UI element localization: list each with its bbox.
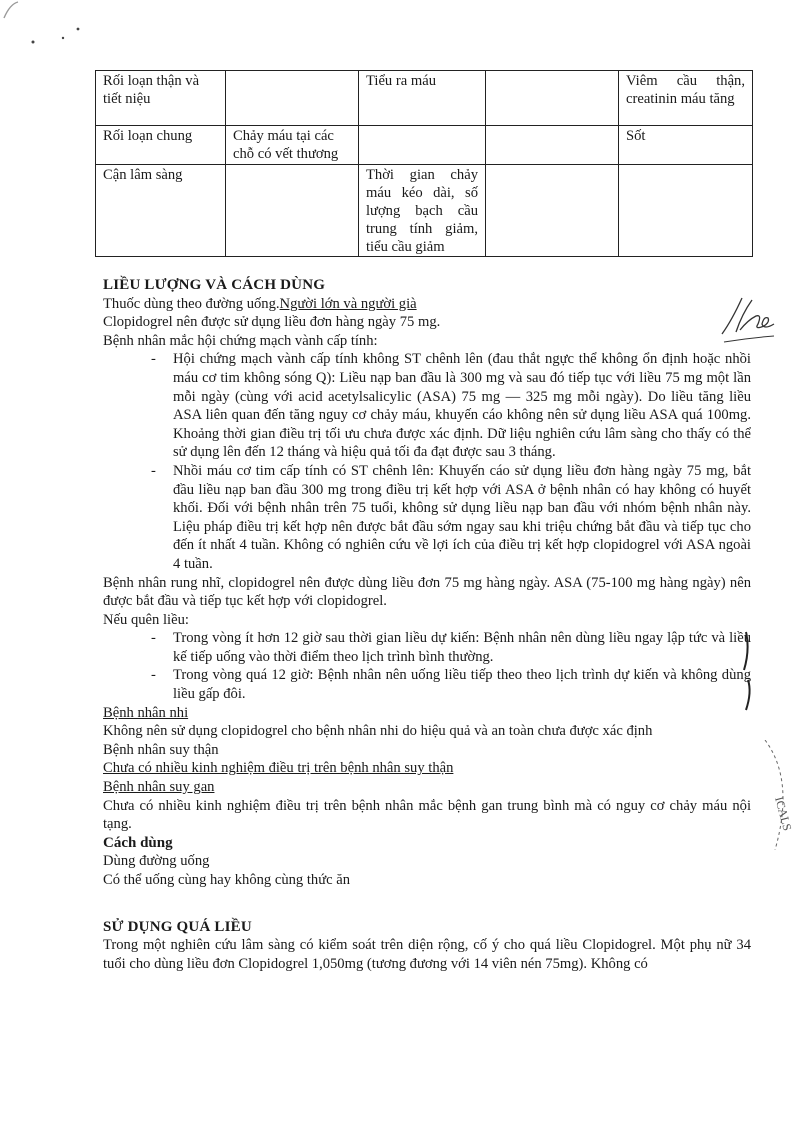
dosage-section bbox=[103, 276, 751, 973]
dosage-heading: LIỀU LƯỢNG VÀ CÁCH DÙNG bbox=[103, 277, 326, 293]
table-cell bbox=[96, 126, 226, 165]
af-paragraph: Bệnh nhân rung nhĩ, clopidogrel nên được dùng liều đơn 75 mg hàng ngày. ASA (75-100 mg hàng ngày) nên được bắt đầu và tiếp tục kết hợp với clopidogrel. bbox=[103, 574, 751, 610]
table-cell bbox=[359, 126, 486, 165]
table-cell bbox=[619, 126, 753, 165]
hepatic-text: Chưa có nhiều kinh nghiệm điều trị trên bệnh nhân mắc bệnh gan trung bình mà có nguy cơ chảy máu nội tạng. bbox=[103, 797, 751, 833]
cell-text: Tiểu ra máu bbox=[366, 73, 436, 89]
cell-text: Thời gian chảy máu kéo dài, số lượng bạch cầu trung tính giảm, tiểu cầu giảm bbox=[366, 167, 478, 255]
signature-mark bbox=[718, 290, 778, 350]
list-item bbox=[151, 462, 751, 574]
table-cell bbox=[359, 165, 486, 257]
route-text: Thuốc dùng theo đường uống. bbox=[103, 295, 280, 312]
row-label: Rối loạn thận và tiết niệu bbox=[103, 73, 200, 107]
renal-text: Chưa có nhiều kinh nghiệm điều trị trên bệnh nhân suy thận bbox=[103, 760, 454, 777]
renal-heading: Bệnh nhân suy thận bbox=[103, 741, 219, 758]
list-item-text: Trong vòng quá 12 giờ: Bệnh nhân nên uống liều tiếp theo theo lịch trình dự kiến và không dùng liều gấp đôi. bbox=[173, 667, 751, 703]
daily-dose-line: Clopidogrel nên được sử dụng liều đơn hàng ngày 75 mg. bbox=[103, 314, 441, 331]
pediatric-heading: Bệnh nhân nhi bbox=[103, 704, 189, 721]
table-cell bbox=[619, 71, 753, 126]
list-item-text: Hội chứng mạch vành cấp tính không ST chênh lên (đau thắt ngực thể không ổn định hoặc nhồi máu cơ tim không sóng Q): Liều nạp ban đầu là 300 mg và sau đó tiếp tục với liều 75 mg một lần mỗi ngày (cùng với acid acetylsalicylic (ASA) 75 mg — 325 mg mỗi ngày). Do liều tăng liều ASA liên quan đến tăng nguy cơ chảy máu, khuyến cáo không nên sử dụng liều ASA quá 100mg. Khoảng thời gian điều trị tối ưu chưa được xác định. Dữ liệu nghiên cứu lâm sàng cho thấy có thể sử dụng lên đến 12 tháng và hiệu quả tối đa đạt được sau 3 tháng. bbox=[173, 351, 751, 461]
administration-line: Dùng đường uống bbox=[103, 853, 210, 870]
overdose-text: Trong một nghiên cứu lâm sàng có kiểm soát trên diện rộng, cố ý cho quá liều Clopidogrel. Một phụ nữ 34 tuổi cho dùng liều đơn Clopidogrel 1,050mg (tương đương với 14 viên nén 75mg). Không có bbox=[103, 937, 751, 972]
row-label: Rối loạn chung bbox=[103, 128, 193, 144]
table-cell bbox=[226, 165, 359, 257]
section-gap bbox=[103, 890, 751, 918]
table-cell bbox=[486, 126, 619, 165]
dash-bullet: - bbox=[151, 351, 156, 368]
list-item bbox=[151, 350, 751, 462]
administration-line: Có thể uống cùng hay không cùng thức ăn bbox=[103, 872, 351, 888]
scan-edge-mark bbox=[734, 630, 754, 720]
table-row bbox=[96, 126, 753, 165]
pediatric-text: Không nên sử dụng clopidogrel cho bệnh nhân nhi do hiệu quả và an toàn chưa được xác định bbox=[103, 723, 653, 740]
adults-elderly-subheading: Người lớn và người già bbox=[279, 295, 417, 312]
table-cell bbox=[486, 165, 619, 257]
acs-list bbox=[103, 350, 751, 573]
list-item bbox=[151, 629, 751, 666]
stamp-fragment bbox=[755, 740, 800, 850]
missed-dose-intro: Nếu quên liều: bbox=[103, 611, 189, 628]
scan-speck-decoration bbox=[0, 0, 90, 45]
table-row bbox=[96, 165, 753, 257]
table-cell bbox=[619, 165, 753, 257]
list-item bbox=[151, 666, 751, 703]
list-item-text: Trong vòng ít hơn 12 giờ sau thời gian liều dự kiến: Bệnh nhân nên dùng liều ngay lập tức và liều kế tiếp uống vào thời điểm theo lịch trình bình thường. bbox=[173, 630, 751, 665]
svg-text:ICALS: ICALS bbox=[772, 795, 795, 833]
table-cell bbox=[486, 71, 619, 126]
table-cell bbox=[96, 71, 226, 126]
acs-intro: Bệnh nhân mắc hội chứng mạch vành cấp tính: bbox=[103, 332, 378, 349]
dash-bullet: - bbox=[151, 462, 156, 479]
missed-dose-list bbox=[103, 629, 751, 703]
table-row bbox=[96, 71, 753, 126]
dash-bullet: - bbox=[151, 630, 156, 647]
adverse-effects-table bbox=[95, 70, 753, 257]
cell-text: Sốt bbox=[626, 128, 646, 144]
list-item-text: Nhồi máu cơ tim cấp tính có ST chênh lên: Khuyến cáo sử dụng liều đơn hàng ngày 75 mg, bắt đầu liều nạp ban đầu 300 mg trong điều trị kết hợp với ASA ở bệnh nhân có hay không có huyết khối. Đối với bệnh nhân trên 75 tuổi, không sử dụng liều nạp ban đầu với nhóm bệnh nhân này. Liệu pháp điều trị kết hợp nên được bắt đầu sớm ngay sau khi triệu chứng bắt đầu và tiếp tục cho đến ít nhất 4 tuần. Không có nghiên cứu về lợi ích của điều trị kết hợp clopidogrel với ASA ngoài 4 tuần. bbox=[173, 462, 751, 572]
dash-bullet: - bbox=[151, 667, 156, 684]
route-line bbox=[103, 295, 751, 314]
cell-text: Chảy máu tại các chỗ có vết thương bbox=[233, 128, 339, 162]
table-cell bbox=[359, 71, 486, 126]
hepatic-heading: Bệnh nhân suy gan bbox=[103, 779, 215, 796]
table-cell bbox=[226, 126, 359, 165]
administration-heading: Cách dùng bbox=[103, 834, 173, 851]
cell-text: Viêm cầu thận, creatinin máu tăng bbox=[626, 73, 745, 107]
table-cell bbox=[226, 71, 359, 126]
table-cell bbox=[96, 165, 226, 257]
overdose-heading: SỬ DỤNG QUÁ LIỀU bbox=[103, 918, 252, 935]
row-label: Cận lâm sàng bbox=[103, 167, 183, 183]
